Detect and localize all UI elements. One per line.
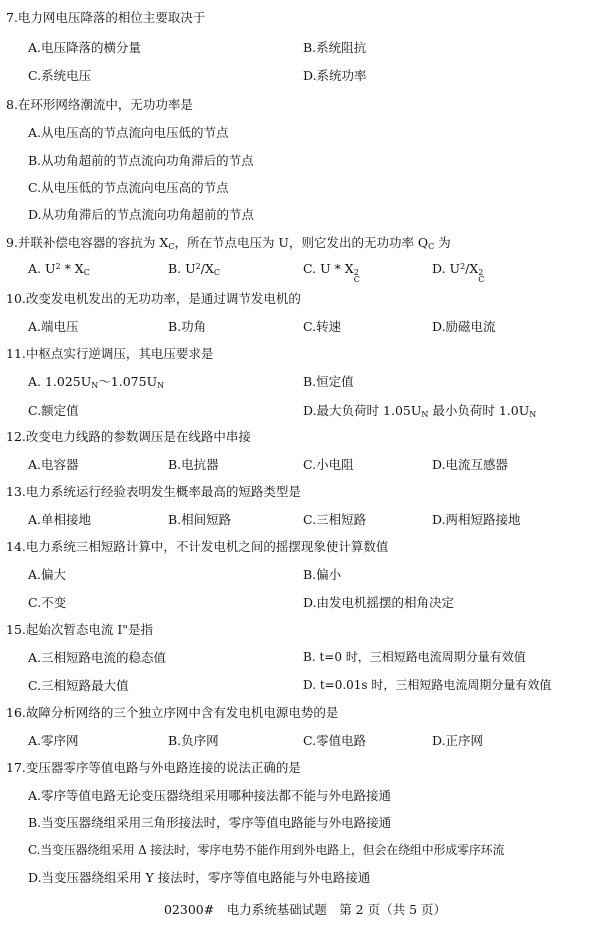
- question-7-option-b: B.系统阻抗: [303, 40, 367, 55]
- question-17-option-b: B.当变压器绕组采用三角形接法时，零序等值电路能与外电路接通: [28, 815, 392, 830]
- question-12-option-a: A.电容器: [28, 457, 79, 472]
- question-12-option-d: D.电流互感器: [432, 457, 509, 472]
- question-16-option-c: C.零值电路: [303, 733, 367, 748]
- question-10-option-d: D.励磁电流: [432, 319, 496, 334]
- question-16-option-b: B.负序网: [168, 733, 219, 748]
- question-8-stem: 8.在环形网络潮流中，无功功率是: [6, 97, 193, 112]
- question-17-option-a: A.零序等值电路无论变压器绕组采用哪种接法都不能与外电路接通: [28, 788, 392, 803]
- question-7-stem: 7.电力网电压降落的相位主要取决于: [6, 10, 206, 25]
- question-14-option-a: A.偏大: [28, 567, 67, 582]
- question-11-option-a: A. $1.025U_N\sim 1.075U_N$: [28, 374, 165, 390]
- question-8-option-c: C.从电压低的节点流向电压高的节点: [28, 180, 229, 195]
- question-15-option-c: C.三相短路最大值: [28, 678, 129, 693]
- page-footer: 02300# 电力系统基础试题 第 2 页（共 5 页）: [163, 902, 447, 917]
- question-10-stem: 10.改变发电机发出的无功功率，是通过调节发电机的: [6, 291, 301, 306]
- question-15-option-d: D. t=0.01s 时，三相短路电流周期分量有效值: [303, 678, 552, 692]
- question-11-option-b: B.恒定值: [303, 374, 354, 389]
- question-16-option-a: A.零序网: [28, 733, 79, 748]
- question-11-option-d: D.最大负荷时 $1.05U_N$ 最小负荷时 $1.0U_N$: [303, 403, 537, 419]
- question-10-option-c: C.转速: [303, 319, 342, 334]
- question-14-option-b: B.偏小: [303, 567, 342, 582]
- question-13-option-d: D.两相短路接地: [432, 512, 521, 527]
- question-12-stem: 12.改变电力线路的参数调压是在线路中串接: [6, 429, 251, 444]
- question-16-option-d: D.正序网: [432, 733, 484, 748]
- question-14-option-d: D.由发电机摇摆的相角决定: [303, 595, 455, 610]
- question-8-option-a: A.从电压高的节点流向电压低的节点: [28, 125, 229, 140]
- question-14-stem: 14.电力系统三相短路计算中，不计发电机之间的摇摆现象使计算数值: [6, 539, 389, 554]
- question-13-option-c: C.三相短路: [303, 512, 367, 527]
- question-10-option-a: A.端电压: [28, 319, 79, 334]
- question-8-option-d: D.从功角滞后的节点流向功角超前的节点: [28, 207, 255, 222]
- question-15-option-b: B. t=0 时，三相短路电流周期分量有效值: [303, 650, 526, 664]
- question-16-stem: 16.故障分析网络的三个独立序网中含有发电机电源电势的是: [6, 705, 339, 720]
- question-7-option-d: D.系统功率: [303, 68, 367, 83]
- question-17-option-d: D.当变压器绕组采用 Y 接法时，零序等值电路能与外电路接通: [28, 870, 371, 885]
- question-9-option-d: D. $U^2/X$ 2 C: [432, 261, 485, 284]
- question-10-option-b: B.功角: [168, 319, 207, 334]
- question-17-stem: 17.变压器零序等值电路与外电路连接的说法正确的是: [6, 760, 301, 775]
- question-7-option-c: C.系统电压: [28, 68, 92, 83]
- question-12-option-b: B.电抗器: [168, 457, 219, 472]
- question-15-stem: 15.起始次暂态电流 I"是指: [6, 622, 154, 637]
- question-12-option-c: C.小电阻: [303, 457, 354, 472]
- question-7-option-a: A.电压降落的横分量: [28, 40, 142, 55]
- question-11-stem: 11.中枢点实行逆调压，其电压要求是: [6, 346, 214, 361]
- question-13-option-b: B.相间短路: [168, 512, 232, 527]
- question-15-option-a: A.三相短路电流的稳态值: [28, 650, 167, 665]
- question-8-option-b: B.从功角超前的节点流向功角滞后的节点: [28, 153, 254, 168]
- question-9-option-b: B. $U^2/X_C$: [168, 261, 221, 277]
- question-9-option-a: A. $U^2 * X_C$: [28, 261, 90, 277]
- question-13-stem: 13.电力系统运行经验表明发生概率最高的短路类型是: [6, 484, 301, 499]
- question-17-option-c: C.当变压器绕组采用 Δ 接法时，零序电势不能作用到外电路上，但会在绕组中形成零序环流: [28, 843, 505, 857]
- question-14-option-c: C.不变: [28, 595, 67, 610]
- question-13-option-a: A.单相接地: [28, 512, 92, 527]
- question-9-option-c: C. U * X 2 C: [303, 261, 360, 284]
- question-9-stem: 9.并联补偿电容器的容抗为 $X_C$，所在节点电压为 U，则它发出的无功功率 $Q_C$ 为: [6, 235, 451, 251]
- question-11-option-c: C.额定值: [28, 403, 79, 418]
